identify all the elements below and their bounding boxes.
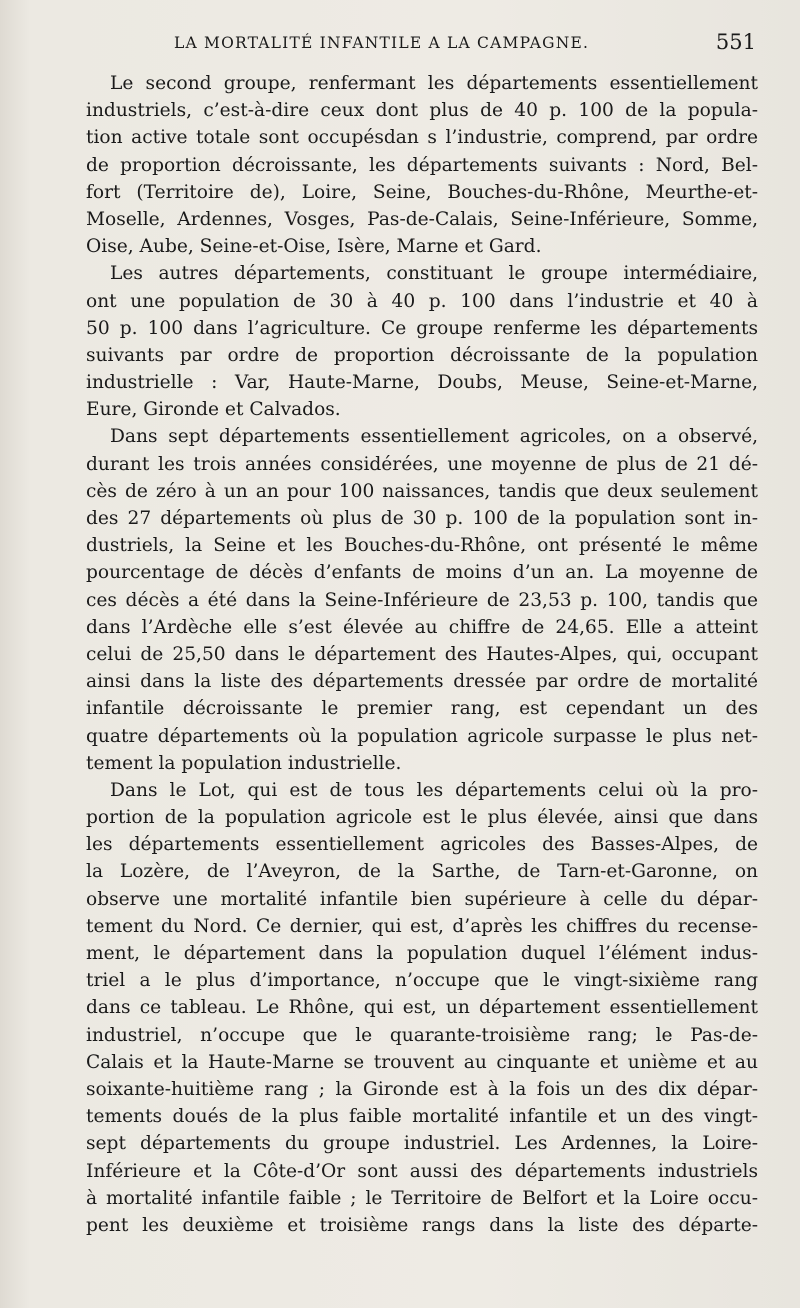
text-line: tion active totale sont occupésdan s l’industrie, comprend, par ordre [86, 127, 758, 149]
text-line: cès de zéro à un an pour 100 naissances, tandis que deux seulement [86, 480, 758, 502]
text-line: les départements essentiellement agricoles des Basses-Alpes, de [86, 834, 758, 856]
text-line: tement du Nord. Ce dernier, qui est, d’après les chiffres du recense- [86, 915, 758, 937]
text-line: ont une population de 30 à 40 p. 100 dans l’industrie et 40 à [86, 290, 758, 312]
text-line: celui de 25,50 dans le département des Hautes-Alpes, qui, occupant [86, 643, 758, 665]
page-number: 551 [715, 30, 756, 54]
text-line: tement la population industrielle. [86, 752, 402, 774]
text-line: triel a le plus d’importance, n’occupe que le vingt-sixième rang [86, 970, 758, 992]
text-line: pourcentage de décès d’enfants de moins d’un an. La moyenne de [86, 562, 758, 584]
text-line: pent les deuxième et troisième rangs dans la liste des départe- [86, 1214, 758, 1236]
text-line: Dans sept départements essentiellement agricoles, on a observé, [110, 426, 758, 448]
text-line: industriel, n’occupe que le quarante-troisième rang; le Pas-de- [86, 1024, 758, 1046]
text-line: Moselle, Ardennes, Vosges, Pas-de-Calais, Seine-Inférieure, Somme, [86, 208, 758, 230]
text-line: fort (Territoire de), Loire, Seine, Bouches-du-Rhône, Meurthe-et- [86, 181, 758, 203]
text-line: 50 p. 100 dans l’agriculture. Ce groupe renferme les départements [86, 317, 758, 339]
text-line: Oise, Aube, Seine-et-Oise, Isère, Marne et Gard. [86, 236, 542, 258]
text-line: Calais et la Haute-Marne se trouvent au cinquante et unième et au [86, 1051, 758, 1073]
paragraph-3 [86, 423, 758, 776]
text-line: infantile décroissante le premier rang, est cependant un des [86, 698, 758, 720]
text-line: dans l’Ardèche elle s’est élevée au chiffre de 24,65. Elle a atteint [86, 616, 758, 638]
text-line: sept départements du groupe industriel. Les Ardennes, la Loire- [86, 1133, 758, 1155]
text-line: dustriels, la Seine et les Bouches-du-Rhône, ont présenté le même [86, 535, 758, 557]
text-line: ainsi dans la liste des départements dressée par ordre de mortalité [86, 671, 758, 693]
text-line: de proportion décroissante, les départements suivants : Nord, Bel- [86, 154, 758, 176]
text-line: portion de la population agricole est le plus élevée, ainsi que dans [86, 807, 758, 829]
running-title: LA MORTALITÉ INFANTILE A LA CAMPAGNE. [174, 34, 590, 52]
text-line: des 27 départements où plus de 30 p. 100 de la population sont in- [86, 508, 758, 529]
text-line: Inférieure et la Côte-d’Or sont aussi des départements industriels [86, 1160, 758, 1182]
text-line: soixante-huitième rang ; la Gironde est à la fois un des dix dépar- [86, 1078, 758, 1100]
text-line: ces décès a été dans la Seine-Inférieure de 23,53 p. 100, tandis que [86, 589, 758, 611]
text-line: Dans le Lot, qui est de tous les départements celui où la pro- [110, 779, 758, 801]
text-line: durant les trois années considérées, une moyenne de plus de 21 dé- [86, 453, 758, 475]
paragraph-4 [86, 777, 758, 1239]
body-text [86, 70, 758, 1239]
text-line: dans ce tableau. Le Rhône, qui est, un département essentiellement [86, 997, 758, 1019]
text-line: industriels, c’est-à-dire ceux dont plus de 40 p. 100 de la popula- [86, 100, 758, 122]
text-line: suivants par ordre de proportion décroissante de la population [86, 344, 758, 366]
text-line: Les autres départements, constituant le groupe intermédiaire, [110, 263, 758, 285]
text-line: observe une mortalité infantile bien supérieure à celle du dépar- [86, 888, 758, 910]
text-line: quatre départements où la population agricole surpasse le plus net- [86, 725, 758, 747]
paragraph-2 [86, 260, 758, 423]
text-line: industrielle : Var, Haute-Marne, Doubs, Meuse, Seine-et-Marne, [86, 372, 758, 394]
page-header [86, 32, 756, 62]
text-line: ment, le département dans la population duquel l’élément indus- [86, 943, 758, 964]
text-line: tements doués de la plus faible mortalité infantile et un des vingt- [86, 1106, 758, 1128]
text-line: la Lozère, de l’Aveyron, de la Sarthe, de Tarn-et-Garonne, on [86, 861, 758, 883]
text-line: à mortalité infantile faible ; le Territoire de Belfort et la Loire occu- [86, 1187, 758, 1209]
text-line: Le second groupe, renfermant les départements essentiellement [110, 73, 758, 94]
paragraph-1 [86, 70, 758, 260]
text-line: Eure, Gironde et Calvados. [86, 399, 341, 421]
